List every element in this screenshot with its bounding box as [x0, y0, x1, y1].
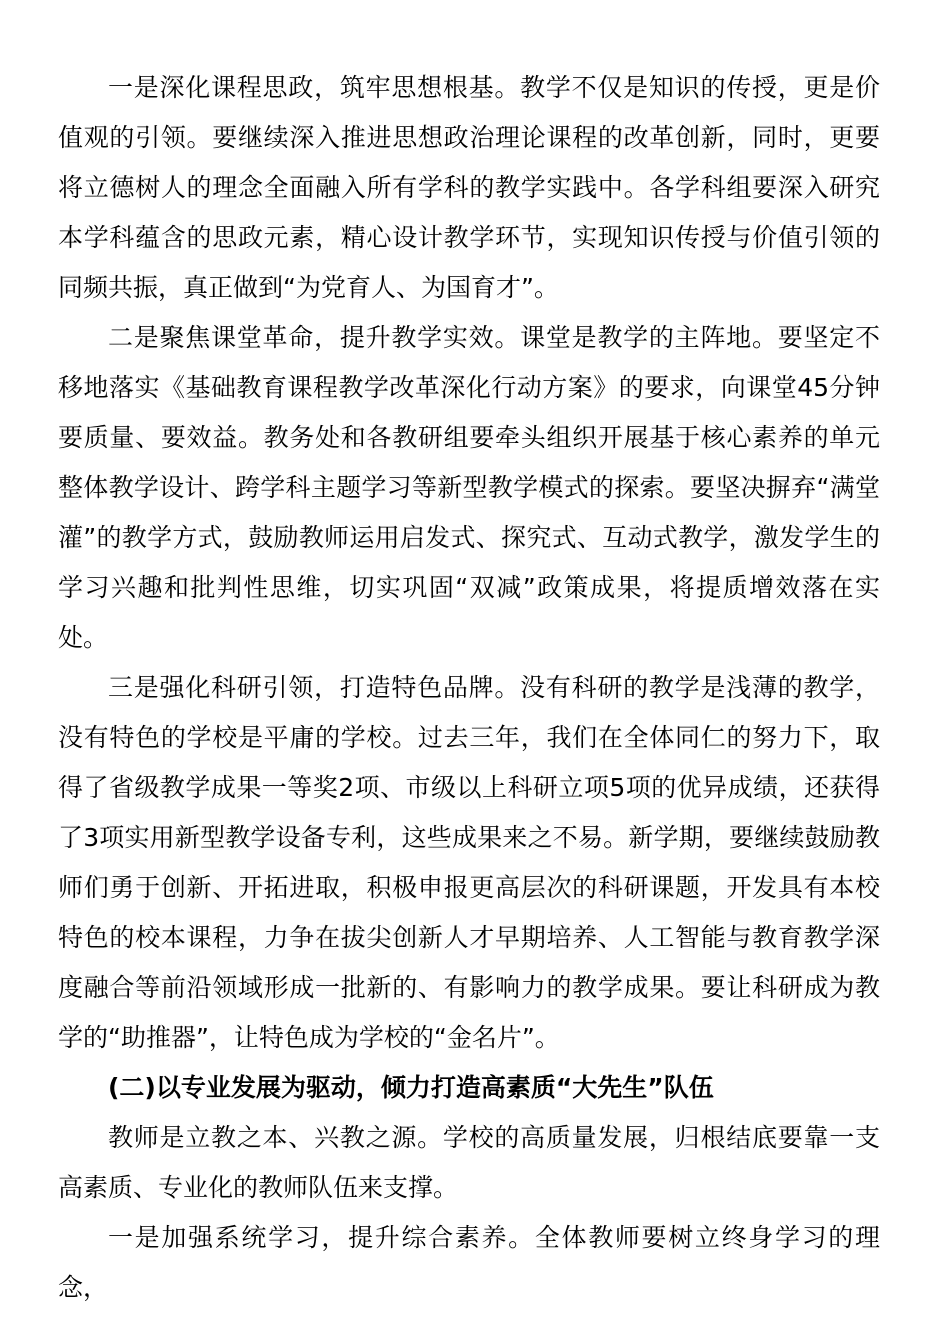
- section-heading: (二)以专业发展为驱动，倾力打造高素质“大先生”队伍: [108, 1073, 714, 1102]
- document-page: [58, 63, 880, 1313]
- paragraph-systematic-learning: 一是加强系统学习，提升综合素养。全体教师要树立终身学习的理念，: [58, 1223, 880, 1302]
- paragraph-teacher-foundation: 教师是立教之本、兴教之源。学校的高质量发展，归根结底要靠一支高素质、专业化的教师队伍来支撑。: [58, 1123, 880, 1202]
- paragraph-course-ideology: 一是深化课程思政，筑牢思想根基。教学不仅是知识的传授，更是价值观的引领。要继续深入推进思想政治理论课程的改革创新，同时，更要将立德树人的理念全面融入所有学科的教学实践中。各学科组要深入研究本学科蕴含的思政元素，精心设计教学环节，实现知识传授与价值引领的同频共振，真正做到“为党育人、为国育才”。: [58, 73, 880, 302]
- paragraph-classroom-revolution: 二是聚焦课堂革命，提升教学实效。课堂是教学的主阵地。要坚定不移地落实《基础教育课程教学改革深化行动方案》的要求，向课堂45分钟要质量、要效益。教务处和各教研组要牵头组织开展基于核心素养的单元整体教学设计、跨学科主题学习等新型教学模式的探索。要坚决摒弃“满堂灌”的教学方式，鼓励教师运用启发式、探究式、互动式教学，激发学生的学习兴趣和批判性思维，切实巩固“双减”政策成果，将提质增效落在实处。: [58, 323, 880, 652]
- paragraph-research-leadership: 三是强化科研引领，打造特色品牌。没有科研的教学是浅薄的教学，没有特色的学校是平庸的学校。过去三年，我们在全体同仁的努力下，取得了省级教学成果一等奖2项、市级以上科研立项5项的优异成绩，还获得了3项实用新型教学设备专利，这些成果来之不易。新学期，要继续鼓励教师们勇于创新、开拓进取，积极申报更高层次的科研课题，开发具有本校特色的校本课程，力争在拔尖创新人才早期培养、人工智能与教育教学深度融合等前沿领域形成一批新的、有影响力的教学成果。要让科研成为教学的“助推器”，让特色成为学校的“金名片”。: [58, 673, 880, 1052]
